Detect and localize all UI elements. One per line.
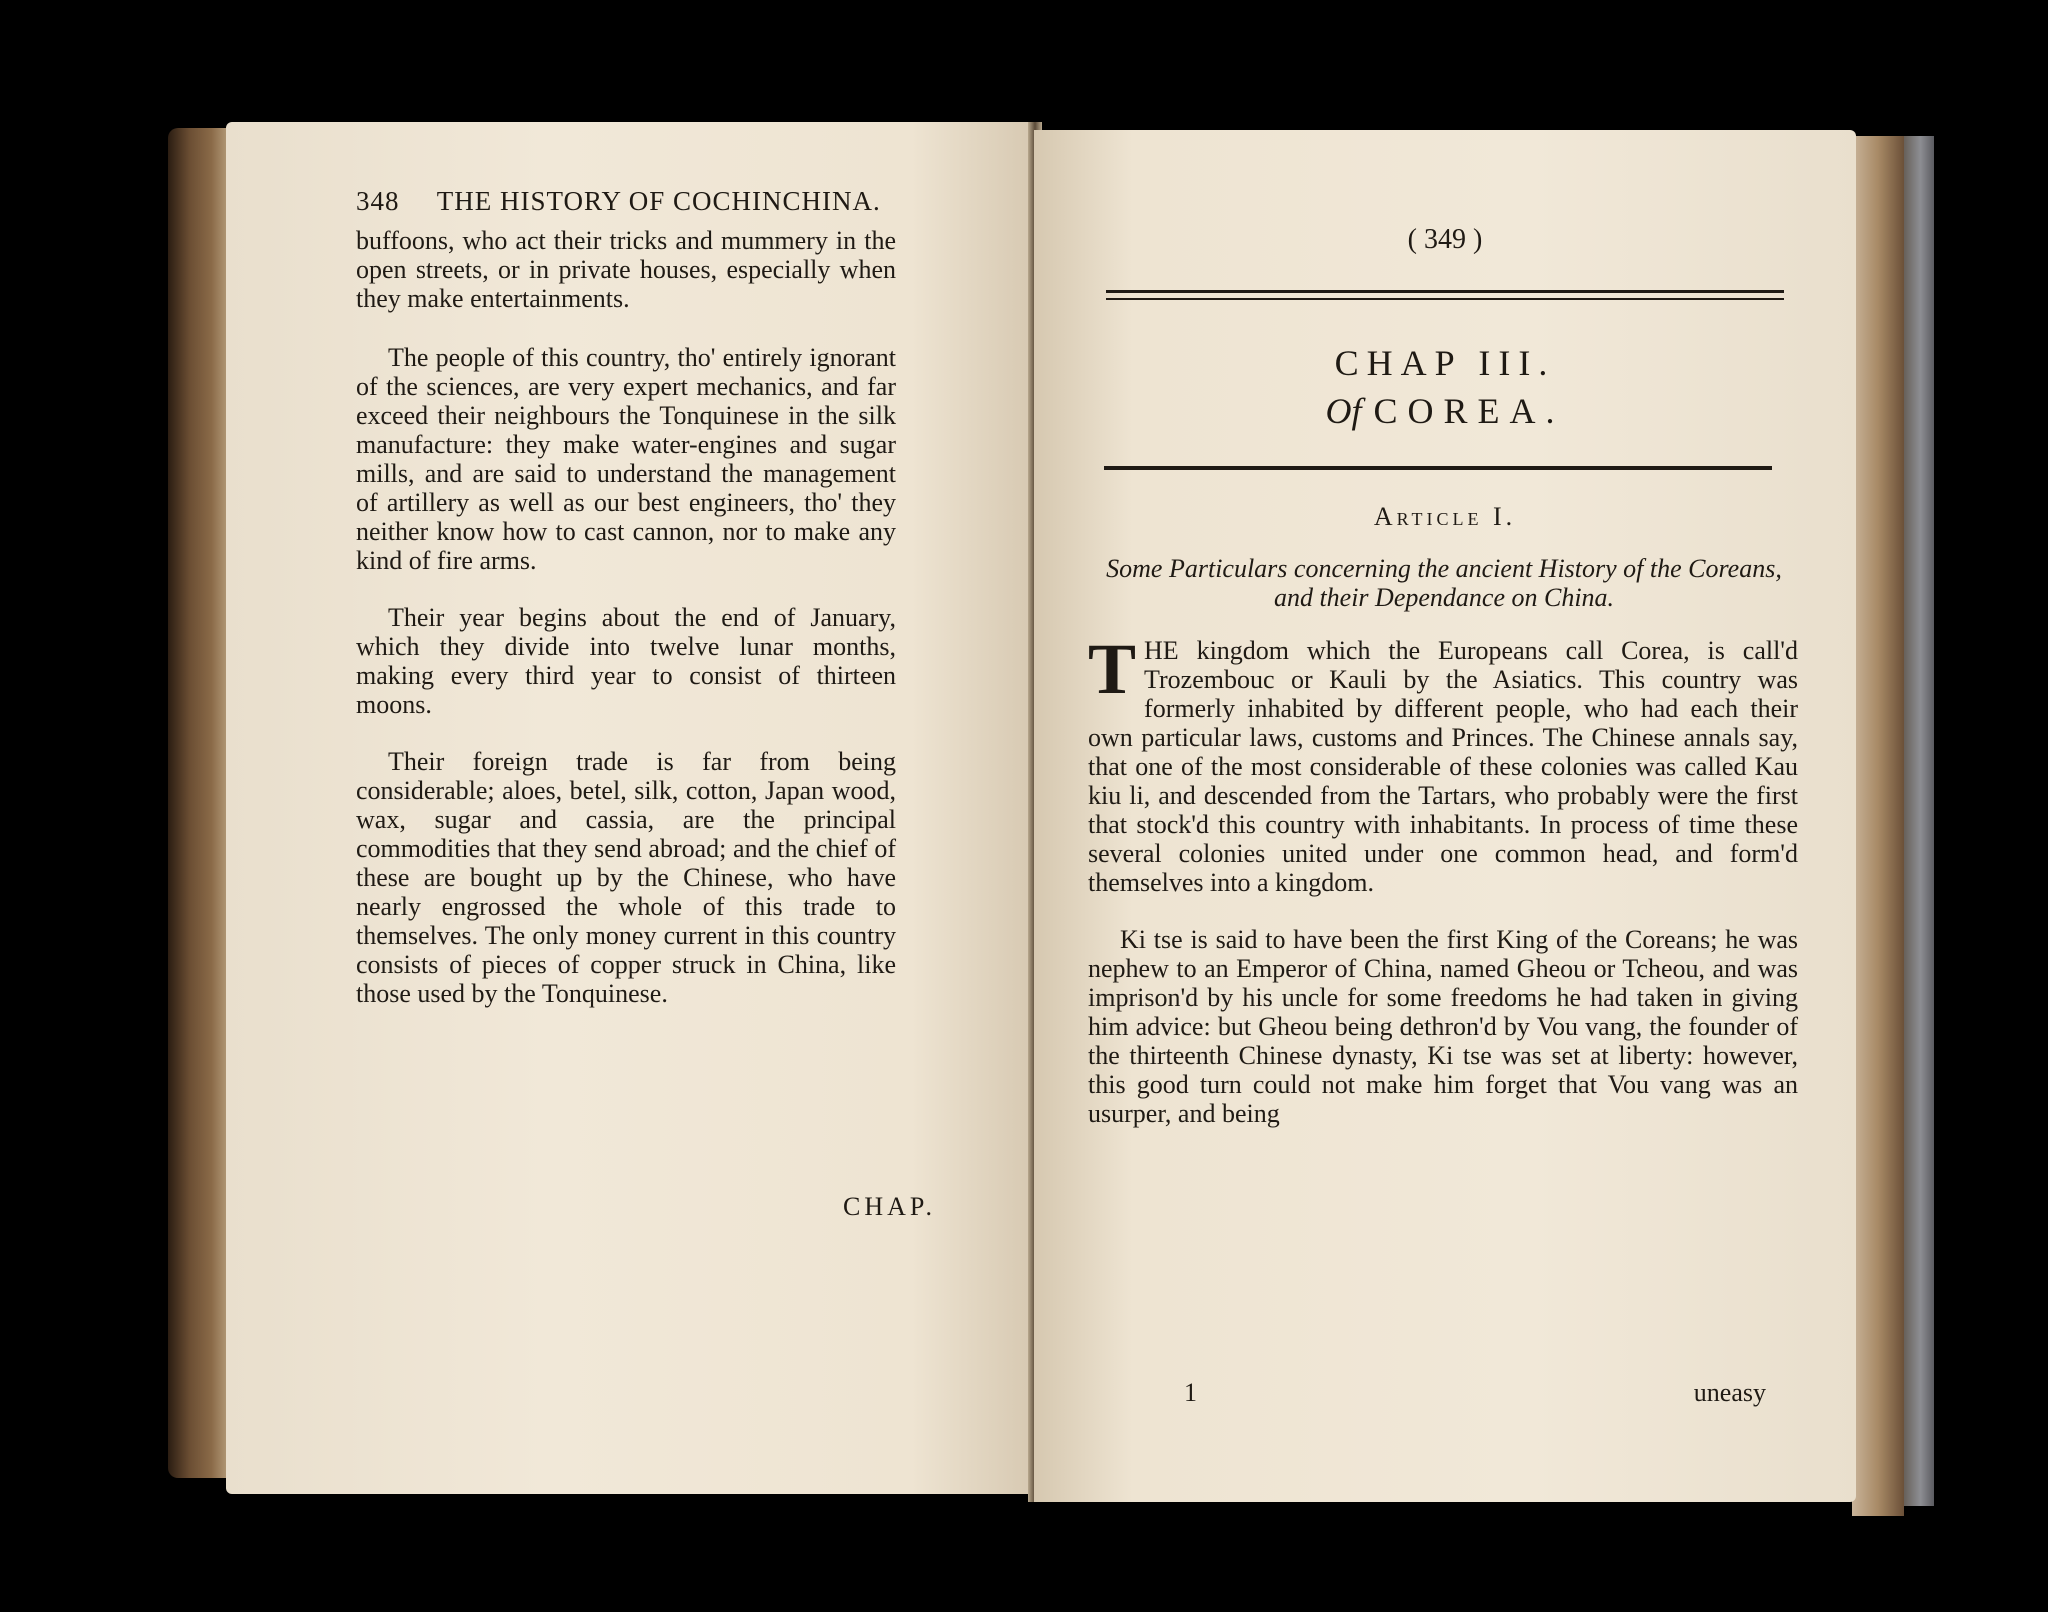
paragraph [1088, 629, 1798, 897]
right-page-number: ( 349 ) [1407, 224, 1483, 255]
double-rule-bottom [1106, 298, 1784, 300]
paragraph: Their year begins about the end of January, which they divide into twelve lunar months, making every third year to consist of thirteen moons. [356, 603, 896, 719]
left-catchword: CHAP. [843, 1192, 936, 1221]
left-page-number: 348 [356, 186, 400, 216]
right-catchword: uneasy [1693, 1378, 1766, 1407]
left-page [226, 122, 1032, 1494]
right-page-edges [1852, 136, 1904, 1516]
paragraph: Ki tse is said to have been the first King of the Coreans; he was nephew to an Emperor of China, named Gheou or Tcheou, and was imprison'd by his uncle for some freedoms he had taken in giving him advice: but Gheou being dethron'd by Vou vang, the founder of the thirteenth Chinese dynasty, Ki tse was set at liberty: however, this good turn could not make him forget that Vou vang was an usurper, and being [1088, 925, 1798, 1128]
left-page-edges [168, 128, 230, 1478]
running-head-title: THE HISTORY OF COCHINCHINA. [436, 186, 881, 216]
paragraph: The people of this country, tho' entirely ignorant of the sciences, are very expert mechanics, and far exceed their neighbours the Tonquinese in the silk manufacture: they make water-engines and sugar mills, and are said to understand the management of artillery as well as our best engineers, tho' they neither know how to cast cannon, nor to make any kind of fire arms. [356, 343, 896, 575]
left-page-body [356, 226, 896, 1036]
chapter-of: Of [1325, 391, 1362, 431]
signature-mark: 1 [1184, 1378, 1197, 1407]
right-page-body [1088, 629, 1798, 1156]
paragraph-text: HE kingdom which the Europeans call Corea, is call'd Trozembouc or Kauli by the Asiatics. This country was formerly inhabited by different people, who had each their own particular laws, customs and Princes. The Chinese annals say, that one of the most considerable of these colonies was called Kau kiu li, and descended from the Tartars, who probably were the first that stock'd this country with inhabitants. In process of time these several colonies united under one common head, and form'd themselves into a kingdom. [1088, 636, 1798, 897]
chapter-title [1034, 390, 1856, 432]
paragraph: Their foreign trade is far from being considerable; aloes, betel, silk, cotton, Japan wood, wax, sugar and cassia, are the principal commodities that they send abroad; and the chief of these are bought up by the Chinese, who have nearly engrossed the whole of this trade to themselves. The only money current in this country consists of pieces of copper struck in China, like those used by the Tonquinese. [356, 747, 896, 1008]
paragraph: buffoons, who act their tricks and mummery in the open streets, or in private houses, especially when they make entertainments. [356, 226, 896, 313]
running-head [356, 186, 881, 217]
chapter-title-text: COREA. [1373, 391, 1565, 431]
heavy-rule [1104, 466, 1772, 470]
article-heading: Article I. [1373, 502, 1517, 531]
article-subtitle: Some Particulars concerning the ancient History of the Coreans, and their Dependance on China. [1106, 554, 1782, 612]
chapter-heading: CHAP III. [1334, 343, 1556, 383]
right-page [1034, 130, 1856, 1502]
back-cover [1900, 136, 1934, 1506]
double-rule-top [1106, 290, 1784, 293]
drop-cap: T [1088, 629, 1137, 709]
